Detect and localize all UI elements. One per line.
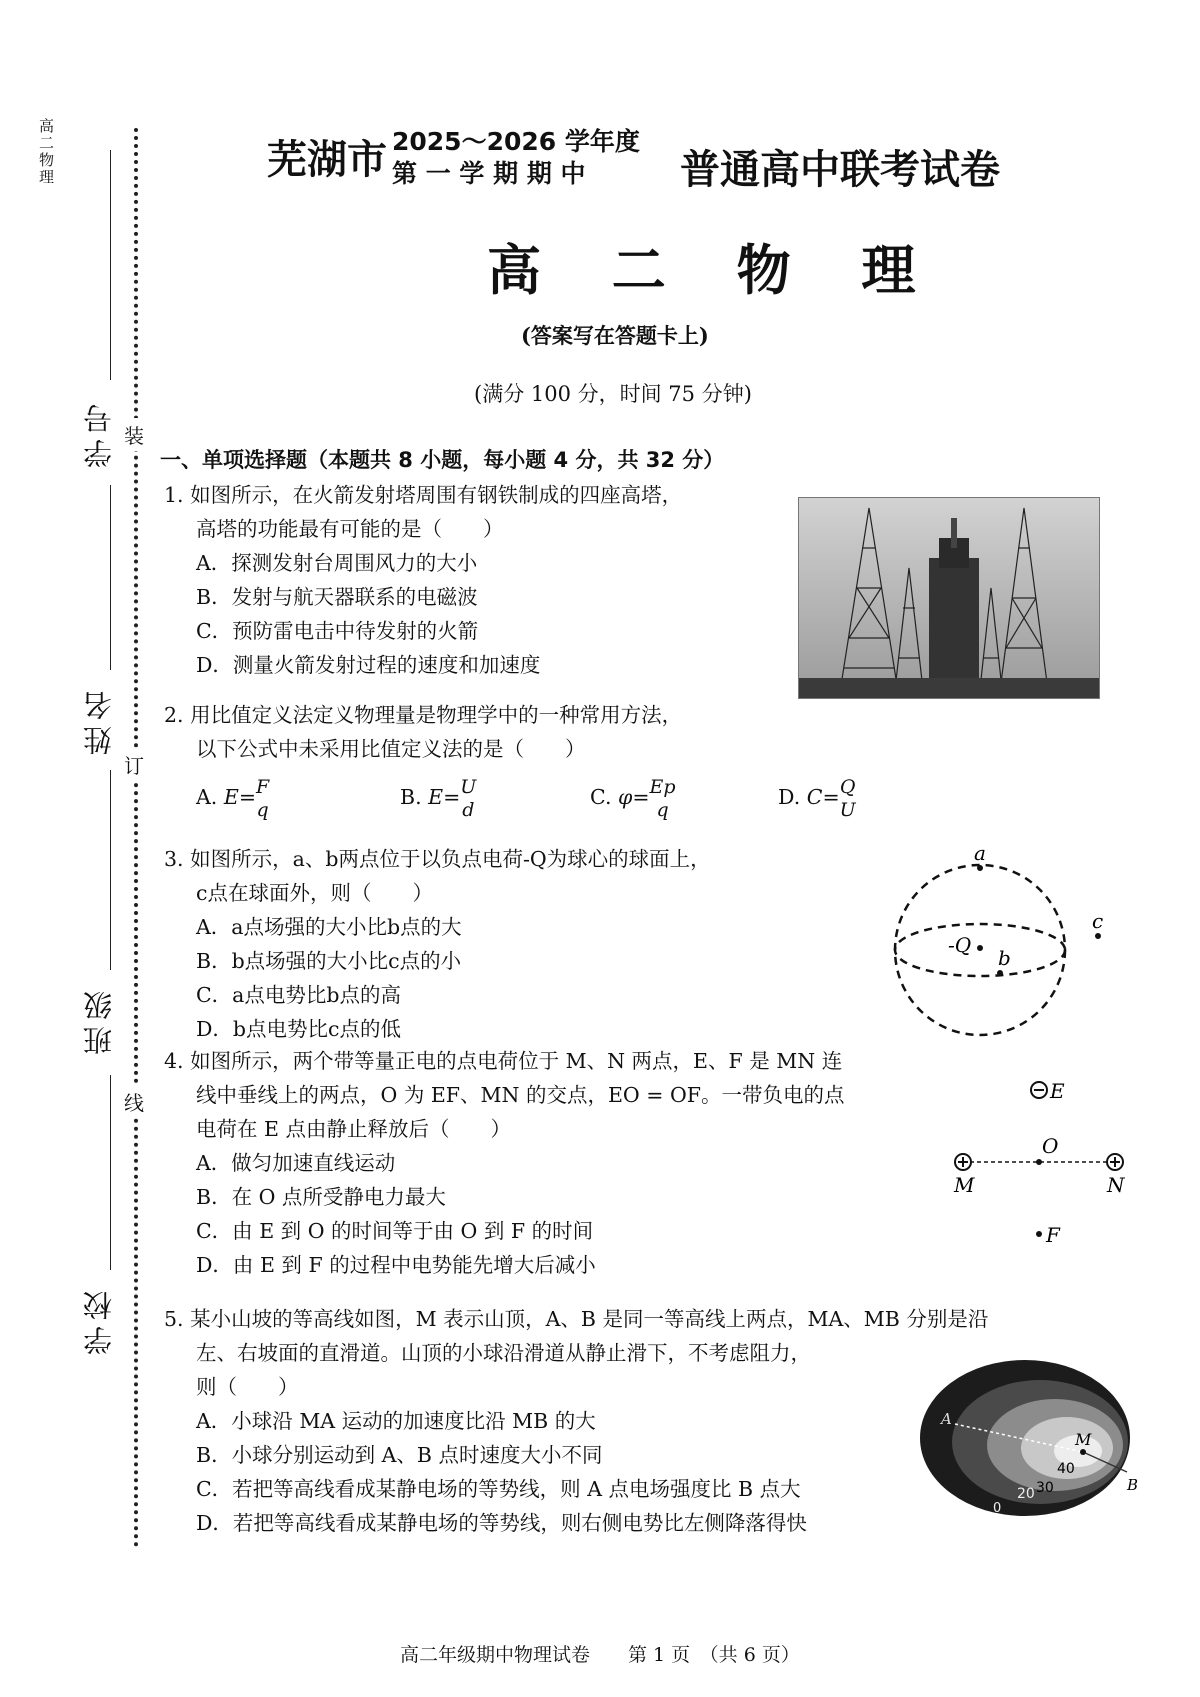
question-number: 4.: [164, 1049, 184, 1073]
question-number: 3.: [164, 847, 184, 871]
binding-dotted-line: [134, 128, 138, 1548]
label-m: M: [954, 1173, 975, 1197]
label-neg-q: -Q: [948, 933, 972, 957]
label-m: M: [1075, 1430, 1092, 1449]
section-title: 一、单项选择题（本题共 8 小题，每小题 4 分，共 32 分）: [160, 448, 725, 472]
side-subject-tag: 高二物理: [37, 118, 55, 186]
label-n: N: [1107, 1173, 1125, 1197]
question-stem: c点在球面外，则（ ）: [196, 881, 433, 905]
question-stem: 则（ ）: [196, 1375, 299, 1399]
label-a: a: [974, 841, 986, 865]
field-label-class: 班级: [82, 985, 116, 1055]
contour-figure: [915, 1352, 1145, 1527]
cut-mark-zhuang: 装: [124, 418, 144, 451]
label-b: B: [1127, 1476, 1139, 1494]
option-b: B．发射与航天器联系的电磁波: [196, 585, 478, 609]
launch-tower-photo: [798, 497, 1100, 699]
option-d: D．b点电势比c点的低: [196, 1017, 402, 1041]
question-stem: 如图所示，在火箭发射塔周围有钢铁制成的四座高塔，: [190, 483, 683, 507]
field-label-student-id: 学号: [82, 398, 116, 468]
cut-mark-xian: 线: [124, 1085, 144, 1118]
option-c: C. φ= Ep q: [590, 776, 676, 821]
label-c: c: [1092, 909, 1104, 933]
question-5: [164, 1302, 988, 1540]
header-city: 芜湖市: [267, 137, 387, 183]
option-b: B．在 O 点所受静电力最大: [196, 1185, 446, 1209]
label-30: 30: [1036, 1480, 1054, 1496]
question-number: 1.: [164, 483, 184, 507]
option-d: D．测量火箭发射过程的速度和加速度: [196, 653, 541, 677]
field-line-school: [110, 1075, 111, 1270]
option-d: D．若把等高线看成某静电场的等势线，则右侧电势比左侧降落得快: [196, 1511, 807, 1535]
question-1: [164, 478, 682, 682]
score-time-note: (满分 100 分，时间 75 分钟): [474, 382, 752, 406]
label-a: A: [941, 1410, 952, 1428]
field-line-class: [110, 770, 111, 970]
sphere-figure: [880, 840, 1120, 1050]
header-term: 第 一 学 期 期 中: [392, 159, 586, 188]
option-a: A．探测发射台周围风力的大小: [196, 551, 478, 575]
field-line-name: [110, 485, 111, 670]
option-b: B．b点场强的大小比c点的小: [196, 949, 462, 973]
label-40: 40: [1057, 1461, 1075, 1477]
question-number: 2.: [164, 703, 184, 727]
subject-title: 高 二 物 理: [487, 239, 942, 302]
option-a: A．小球沿 MA 运动的加速度比沿 MB 的大: [196, 1409, 596, 1433]
question-stem: 如图所示，两个带等量正电的点电荷位于 M、N 两点，E、F 是 MN 连: [190, 1049, 843, 1073]
field-line-student-id: [110, 150, 111, 380]
option-a: A. E= F q: [196, 776, 270, 821]
question-number: 5.: [164, 1307, 184, 1331]
option-b: B．小球分别运动到 A、B 点时速度大小不同: [196, 1443, 603, 1467]
label-20: 20: [1017, 1486, 1035, 1502]
question-2: [164, 698, 682, 766]
charges-figure: [930, 1070, 1130, 1250]
question-stem: 以下公式中未采用比值定义法的是（ ）: [196, 737, 586, 761]
label-f: F: [1046, 1223, 1060, 1247]
option-c: C．若把等高线看成某静电场的等势线，则 A 点电场强度比 B 点大: [196, 1477, 801, 1501]
option-d: D. C= Q U: [778, 776, 856, 821]
label-e: E: [1050, 1079, 1065, 1103]
question-stem: 高塔的功能最有可能的是（ ）: [196, 517, 504, 541]
answer-note: (答案写在答题卡上): [521, 323, 709, 348]
question-stem: 用比值定义法定义物理量是物理学中的一种常用方法，: [190, 703, 683, 727]
option-c: C．由 E 到 O 的时间等于由 O 到 F 的时间: [196, 1219, 594, 1243]
option-a: A．做匀加速直线运动: [196, 1151, 396, 1175]
field-label-name: 姓名: [82, 685, 116, 755]
option-c: C．a点电势比b点的高: [196, 983, 402, 1007]
question-stem: 电荷在 E 点由静止释放后（ ）: [196, 1117, 511, 1141]
page-footer: 高二年级期中物理试卷 第 1 页 （共 6 页）: [400, 1644, 800, 1666]
header-exam-title: 普通高中联考试卷: [680, 147, 1000, 193]
field-label-school: 学校: [82, 1285, 116, 1355]
label-b: b: [998, 946, 1011, 970]
question-stem: 左、右坡面的直滑道。山顶的小球沿滑道从静止滑下，不考虑阻力，: [196, 1341, 811, 1365]
option-a: A．a点场强的大小比b点的大: [196, 915, 462, 939]
label-0: 0: [993, 1501, 1002, 1516]
option-c: C．预防雷电击中待发射的火箭: [196, 619, 479, 643]
question-stem: 如图所示，a、b两点位于以负点电荷-Q为球心的球面上，: [190, 847, 711, 871]
question-stem: 某小山坡的等高线如图，M 表示山顶，A、B 是同一等高线上两点，MA、MB 分别是沿: [190, 1307, 989, 1331]
question-3: [164, 842, 711, 1046]
header-year: 2025～2026 学年度: [392, 127, 640, 156]
cut-mark-ding: 订: [124, 748, 144, 781]
option-d: D．由 E 到 F 的过程中电势能先增大后减小: [196, 1253, 596, 1277]
question-stem: 线中垂线上的两点，O 为 EF、MN 的交点，EO = OF。一带负电的点: [196, 1083, 845, 1107]
label-o: O: [1042, 1134, 1059, 1158]
question-4: [164, 1044, 844, 1282]
option-b: B. E= U d: [400, 776, 477, 821]
